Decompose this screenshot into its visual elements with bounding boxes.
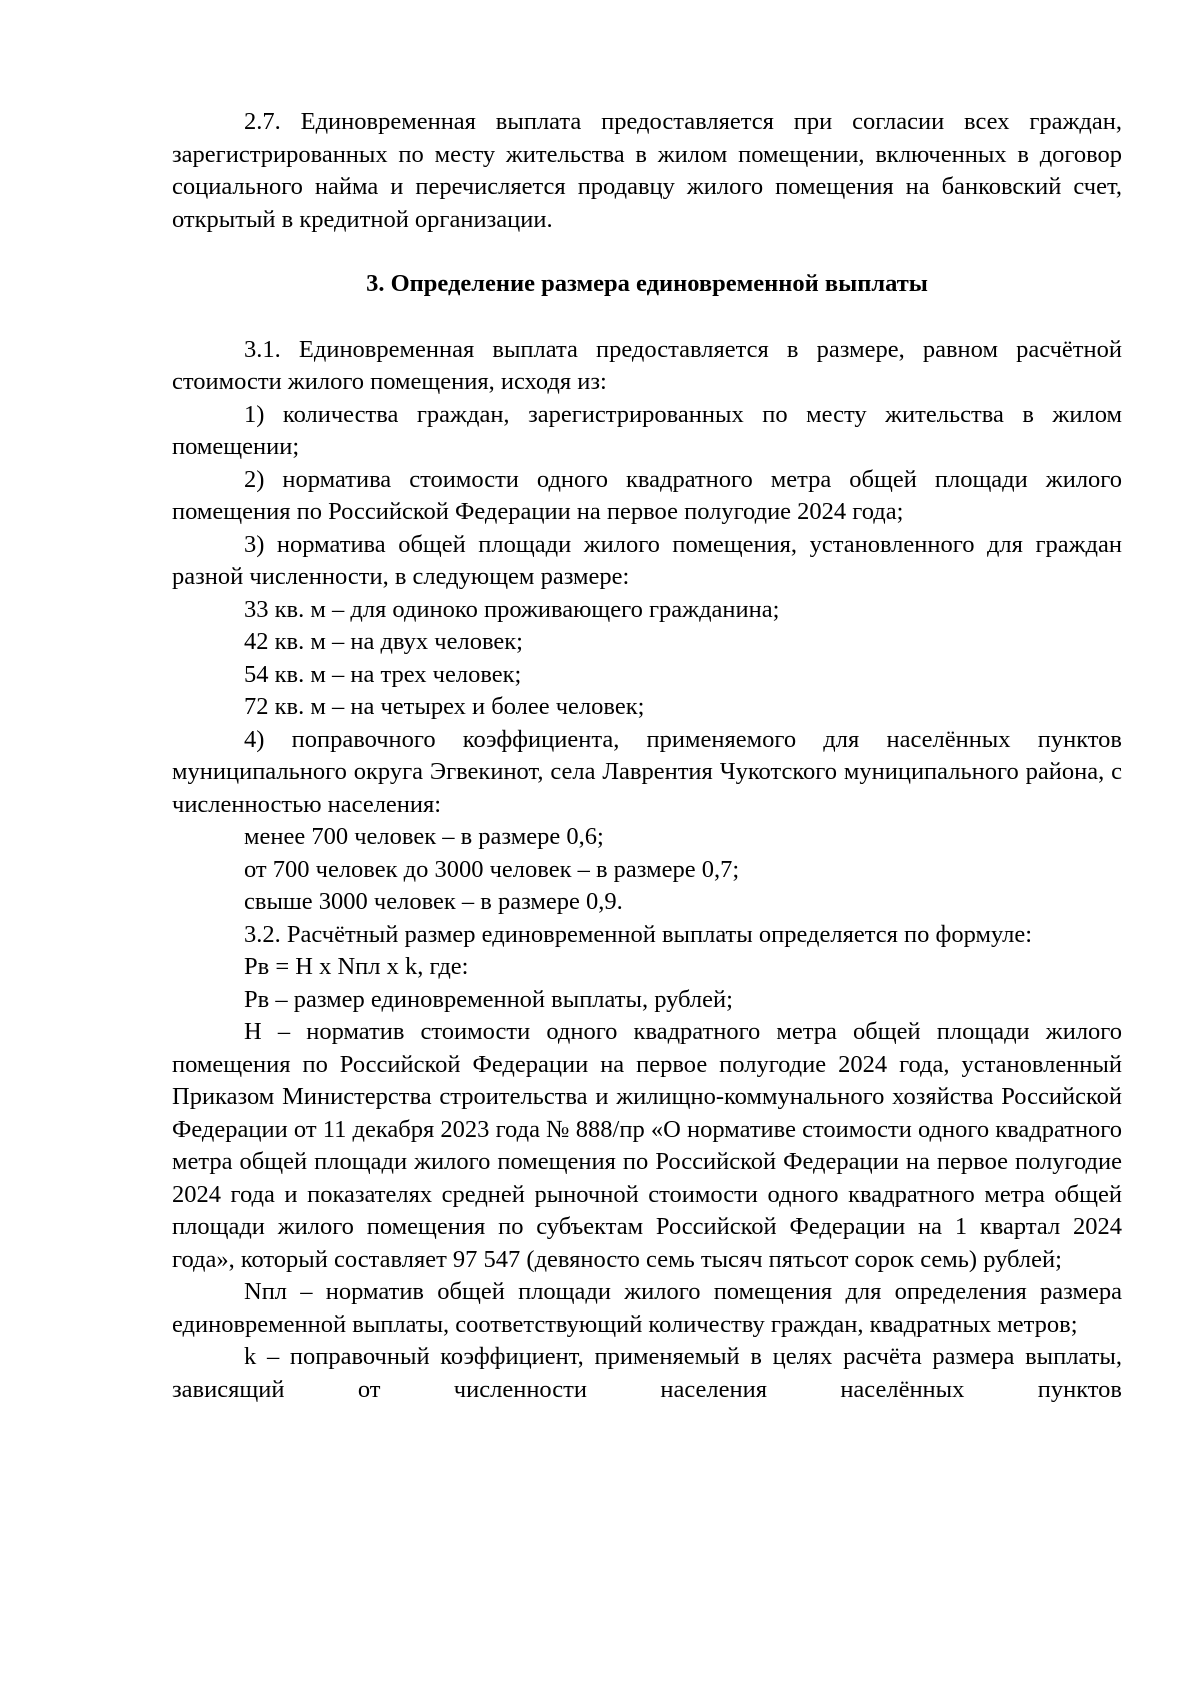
coefficient-line-1: менее 700 человек – в размере 0,6; — [244, 823, 604, 850]
document-page — [172, 106, 1122, 1406]
paragraph-3-2: 3.2. Расчётный размер единовременной выплаты определяется по формуле: — [244, 920, 1033, 948]
norm-line-2: 42 кв. м – на двух человек; — [244, 628, 523, 655]
coefficient-line-3: свыше 3000 человек – в размере 0,9. — [244, 888, 623, 915]
coefficient-line-2: от 700 человек до 3000 человек – в размере 0,7; — [244, 855, 740, 883]
definition-n: Н – норматив стоимости одного квадратного метра общей площади жилого помещения по Российской Федерации на первое полугодие 2024 года, установленный Приказом Министерства строительства и жилищно-коммунального хозяйства Российской Федерации от 11 декабря 2023 года № 888/пр «О нормативе стоимости одного квадратного метра общей площади жилого помещения по Российской Федерации на первое полугодие 2024 года и показателях средней рыночной стоимости одного квадратного метра общей площади жилого помещения по субъектам Российской Федерации на 1 квартал 2024 года», который составляет 97 547 (девяносто семь тысяч пятьсот сорок семь) рублей; — [172, 1018, 1122, 1273]
formula: Рв = Н х Nпл х k, где: — [244, 953, 469, 980]
norm-line-1: 33 кв. м – для одиноко проживающего гражданина; — [244, 595, 780, 623]
section-3-title: 3. Определение размера единовременной выплаты — [366, 270, 928, 297]
list-item-2: 2) норматива стоимости одного квадратного метра общей площади жилого помещения по Российской Федерации на первое полугодие 2024 года; — [172, 465, 1122, 525]
definition-npl: Nпл – норматив общей площади жилого помещения для определения размера единовременной выплаты, соответствующий количеству граждан, квадратных метров; — [172, 1278, 1122, 1338]
definition-rv: Рв – размер единовременной выплаты, рублей; — [244, 985, 733, 1013]
definition-k: k – поправочный коэффициент, применяемый в целях расчёта размера выплаты, зависящий от численности населения населённых пунктов — [172, 1343, 1122, 1403]
norm-line-3: 54 кв. м – на трех человек; — [244, 660, 522, 688]
list-item-4: 4) поправочного коэффициента, применяемого для населённых пунктов муниципального округа Эгвекинот, села Лаврентия Чукотского муниципального района, с численностью населения: — [172, 725, 1122, 818]
paragraph-2-7: 2.7. Единовременная выплата предоставляется при согласии всех граждан, зарегистрированных по месту жительства в жилом помещении, включенных в договор социального найма и перечисляется продавцу жилого помещения на банковский счет, открытый в кредитной организации. — [172, 108, 1122, 233]
list-item-1: 1) количества граждан, зарегистрированных по месту жительства в жилом помещении; — [172, 400, 1122, 460]
paragraph-3-1: 3.1. Единовременная выплата предоставляется в размере, равном расчётной стоимости жилого помещения, исходя из: — [172, 335, 1122, 395]
list-item-3: 3) норматива общей площади жилого помещения, установленного для граждан разной численности, в следующем размере: — [172, 530, 1122, 590]
norm-line-4: 72 кв. м – на четырех и более человек; — [244, 693, 645, 720]
